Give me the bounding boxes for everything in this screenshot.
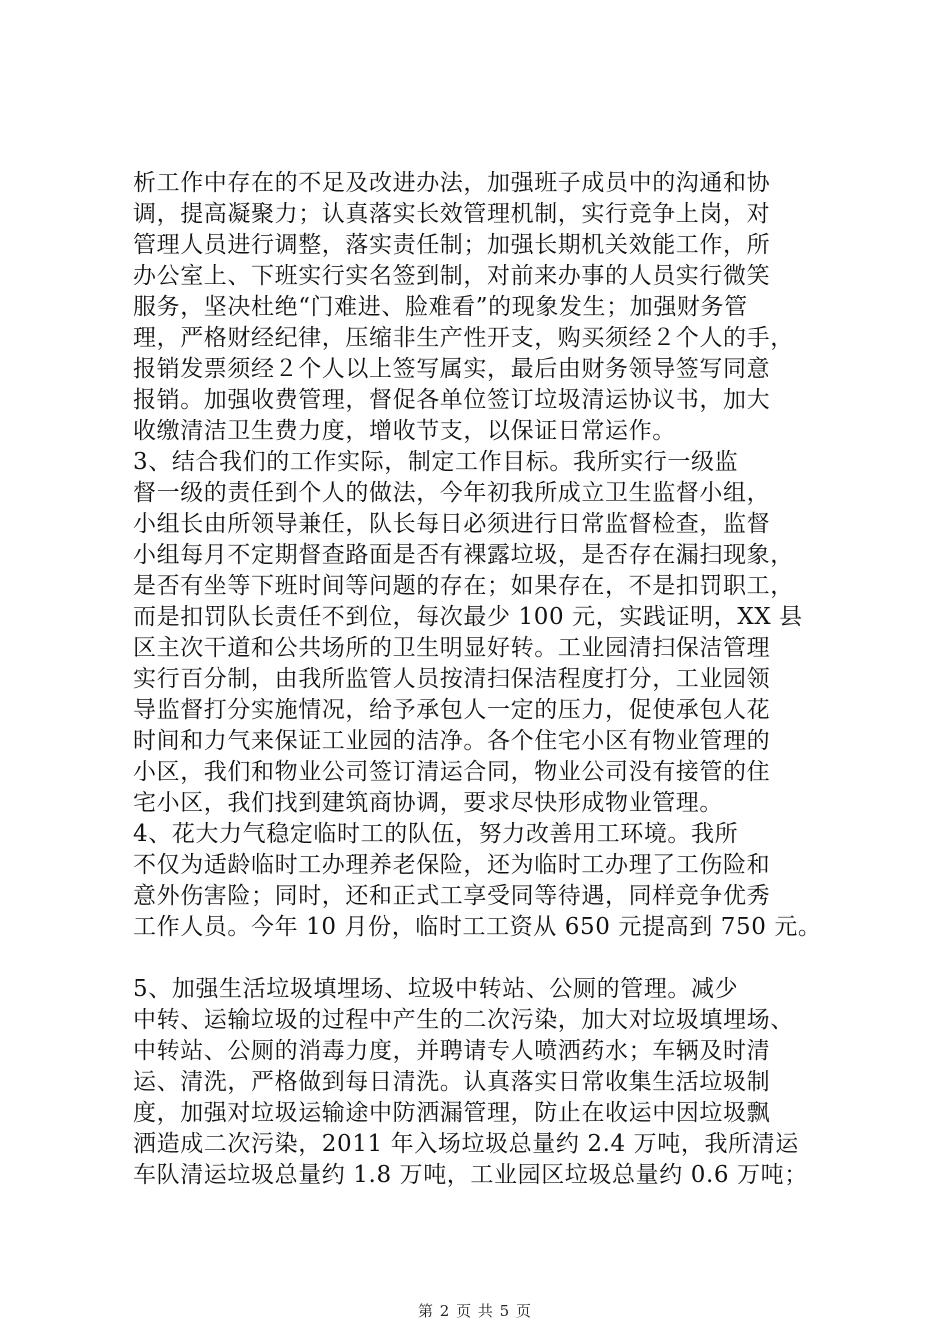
paragraph-item-3: 3、结合我们的工作实际，制定工作目标。我所实行一级监 督一级的责任到个人的做法，今年初我所成立卫生监督小组， 小组长由所领导兼任，队长每日必须进行日常监督检查，监督 小组每月不定期督查路面是否有裸露垃圾，是否存在漏扫现象， 是否有坐等下班时间等问题的存在；如果存在，不是扣罚职工， 而是扣罚队长责任不到位，每次最少 100 元，实践证明，XX 县 区主次干道和公共场所的卫生明显好转。工业园清扫保洁管理 实行百分制，由我所监管人员按清扫保洁程度打分，工业园领 导监督打分实施情况，给予承包人一定的压力，促使承包人花 时间和力气来保证工业园的洁净。各个住宅小区有物业管理的 小区，我们和物业公司签订清运合同，物业公司没有接管的住 宅小区，我们找到建筑商协调，要求尽快形成物业管理。 — [133, 449, 803, 816]
page-footer: 第 2 页 共 5 页 — [418, 1302, 532, 1320]
document-body — [133, 168, 823, 1191]
paragraph-gap — [133, 943, 823, 974]
paragraph-item-4: 4、花大力气稳定临时工的队伍，努力改善用工环境。我所 不仅为适龄临时工办理养老保险，还为临时工办理了工伤险和 意外伤害险；同时，还和正式工享受同等待遇，同样竞争优秀 工作人员。今年 10 月份，临时工工资从 650 元提高到 750 元。 — [133, 821, 822, 940]
paragraph-item-5: 5、加强生活垃圾填埋场、垃圾中转站、公厕的管理。减少 中转、运输垃圾的过程中产生的二次污染，加大对垃圾填埋场、 中转站、公厕的消毒力度，并聘请专人喷洒药水；车辆及时清 运、清洗，严格做到每日清洗。认真落实日常收集生活垃圾制 度，加强对垃圾运输途中防洒漏管理，防止在收运中因垃圾飘 洒造成二次污染，2011 年入场垃圾总量约 2.4 万吨，我所清运 车队清运垃圾总量约 1.8 万吨，工业园区垃圾总量约 0.6 万吨； — [133, 976, 808, 1188]
paragraph-continuation: 析工作中存在的不足及改进办法，加强班子成员中的沟通和协 调，提高凝聚力；认真落实长效管理机制，实行竞争上岗，对 管理人员进行调整，落实责任制；加强长期机关效能工作，所 办公室上、下班实行实名签到制，对前来办事的人员实行微笑 服务，坚决杜绝“门难进、脸难看”的现象发生；加强财务管 理，严格财经纪律，压缩非生产性开支，购买须经２个人的手， 报销发票须经２个人以上签写属实，最后由财务领导签写同意 报销。加强收费管理，督促各单位签订垃圾清运协议书，加大 收缴清洁卫生费力度，增收节支，以保证日常运作。 — [133, 170, 794, 444]
